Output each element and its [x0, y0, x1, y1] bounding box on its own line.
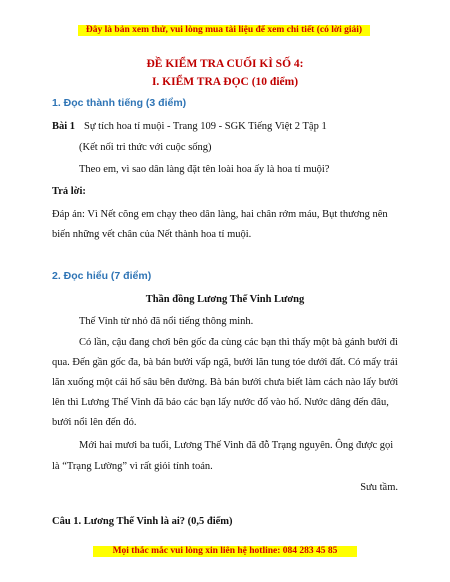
- story-paragraph-3-line: Mới hai mươi ba tuổi, Lương Thế Vinh đã đỗ Trạng nguyên. Ông được gọi: [79, 440, 394, 451]
- story-paragraph-1: Thế Vinh từ nhỏ đã nổi tiếng thông minh.: [79, 316, 254, 327]
- story-paragraph-3-line: là “Trạng Lường” vì rất giỏi tính toán.: [52, 461, 213, 472]
- story-attribution: Sưu tầm.: [360, 482, 398, 493]
- answer-label: Trả lời:: [52, 186, 86, 197]
- story-paragraph-2-line: qua. Đến gần gốc đa, bà bán bưởi vấp ngã, bưởi lăn tung tóe dưới đất. Có mấy trái: [52, 357, 398, 368]
- bai-text: Sự tích hoa tỉ muội - Trang 109 - SGK Tiếng Việt 2 Tập 1: [84, 121, 327, 132]
- bai-source: (Kết nối tri thức với cuộc sống): [79, 142, 212, 153]
- story-paragraph-2-line: lên thì Lương Thế Vinh đã bảo các bạn lấy nước đổ vào hố. Nước dâng đến đâu,: [52, 397, 389, 408]
- bai-question: Theo em, vì sao dân làng đặt tên loài hoa ấy là hoa tỉ muội?: [79, 164, 330, 175]
- question-1: Câu 1. Lương Thế Vinh là ai? (0,5 điểm): [52, 516, 233, 527]
- story-title: Thần đồng Lương Thế Vinh Lương: [145, 294, 305, 305]
- exam-title: ĐỀ KIỂM TRA CUỐI KÌ SỐ 4:: [146, 58, 304, 70]
- answer-line-2: biến những vết chân của Nết thành hoa tỉ muội.: [52, 229, 252, 240]
- part1-heading: 1. Đọc thành tiếng (3 điểm): [52, 97, 187, 109]
- answer-line-1: Đáp án: Vì Nết cõng em chạy theo dân làng, hai chân rớm máu, Bụt thương nên: [52, 209, 388, 220]
- bai-label: Bài 1: [52, 121, 76, 132]
- part2-heading: 2. Đọc hiểu (7 điểm): [52, 270, 152, 282]
- story-paragraph-2-line: Có lần, cậu đang chơi bên gốc đa cùng các bạn thì thấy một bà gánh bưởi đi: [79, 337, 398, 348]
- preview-notice-banner: Đây là bản xem thử, vui lòng mua tài liệu để xem chi tiết (có lời giải): [78, 25, 370, 36]
- section-title: I. KIỂM TRA ĐỌC (10 điểm): [151, 76, 299, 88]
- story-paragraph-2-line: lăn xuống một cái hố sâu bên đường. Bà bán bưởi chưa biết làm cách nào lấy bưởi: [52, 377, 399, 388]
- hotline-notice-banner: Mọi thắc mắc vui lòng xin liên hệ hotline: 084 283 45 85: [93, 546, 357, 557]
- story-paragraph-2-line: bưởi nổi lên đến đó.: [52, 417, 137, 428]
